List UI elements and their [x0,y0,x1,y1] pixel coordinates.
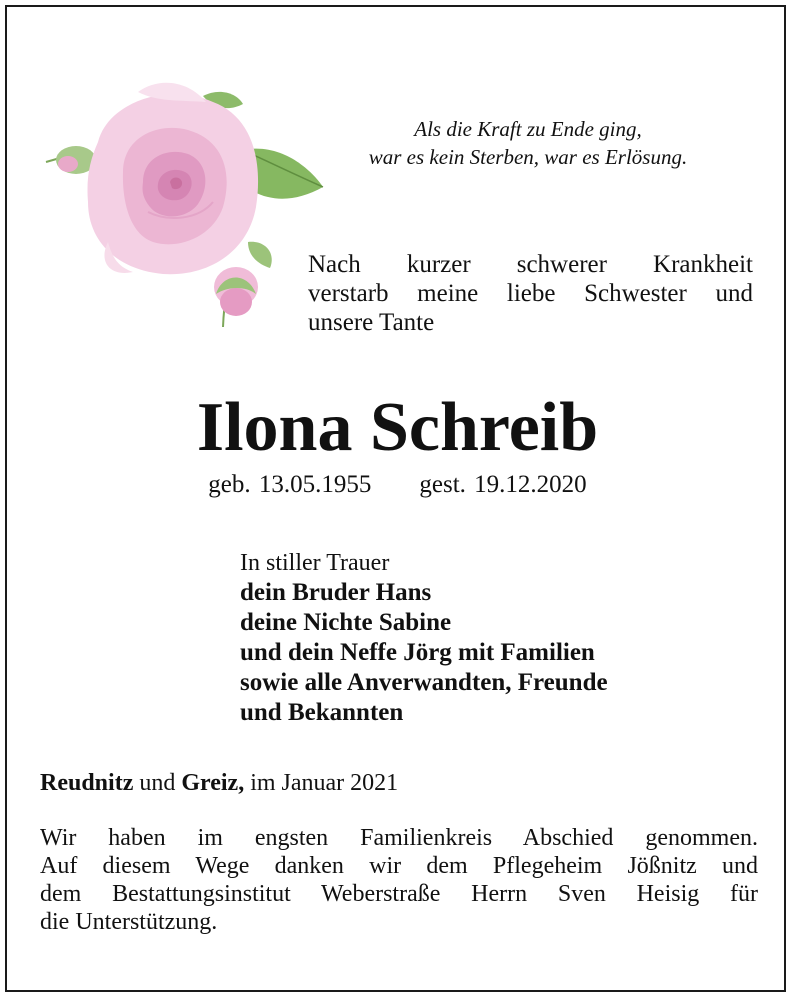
mourner-line: und Bekannten [240,699,404,726]
mourner-line: dein Bruder Hans [240,579,432,606]
life-dates [0,470,795,500]
mourners [240,548,720,728]
deceased-name: Ilona Schreib [196,389,599,466]
rose-image [38,72,333,334]
intro-line: Nach kurzer schwerer Krankheit [308,251,753,278]
thanks-line: Wir haben im engsten Familienkreis Abschied genommen. [40,825,758,851]
mourner-line: sowie alle Anverwandten, Freunde [240,669,608,696]
quote-line: war es kein Sterben, war es Erlösung. [368,145,688,169]
intro-line: unsere Tante [308,309,435,336]
quote [318,115,738,171]
death-date: gest. 19.12.2020 [419,471,587,498]
quote-line: Als die Kraft zu Ende ging, [414,117,642,141]
place-date [40,768,760,798]
thanks-line: Auf diesem Wege danken wir dem Pflegeheim Jößnitz und [40,853,758,879]
notice-date: im Januar 2021 [250,770,399,796]
mourner-line: deine Nichte Sabine [240,609,452,636]
intro-line: verstarb meine liebe Schwester und [308,280,753,307]
thanks-line: dem Bestattungsinstitut Weberstraße Herrn Sven Heisig für [40,881,758,907]
birth-date: geb. 13.05.1955 [208,471,372,498]
thanks-line: die Unterstützung. [40,909,218,935]
mourner-line: und dein Neffe Jörg mit Familien [240,639,595,666]
thanks-text [40,824,758,936]
intro-text [308,250,753,337]
town-2: Greiz, [181,770,245,796]
town-1: Reudnitz [40,770,134,796]
place-and: und [139,770,176,796]
mourning-heading: In stiller Trauer [240,550,390,576]
